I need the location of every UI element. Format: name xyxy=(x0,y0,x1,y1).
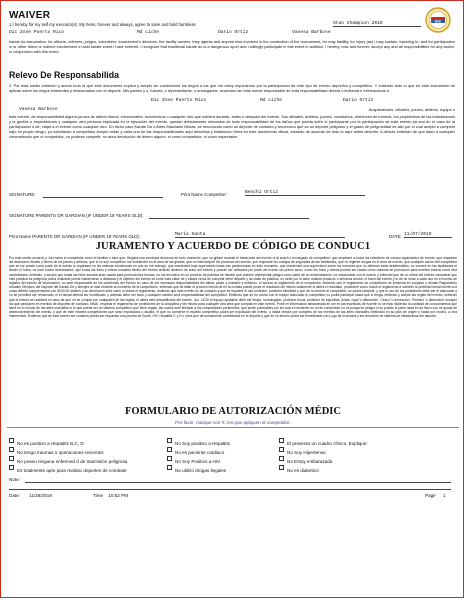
check-item[interactable]: No poseo ninguna enfermed d de trasmisión peligrosa xyxy=(9,450,127,468)
medical-subtitle: Por favor, marque con X, los que apliquen al competidor: xyxy=(175,420,291,425)
waiver-body: karate do association. Its officers, referees, judges, volunteers, tournament's directors, the facility owners, they agents and anyone else involved in the conduction of the tournament, for may liability, for injury (as) i may sustain, traveling to, and for participation in or other direct or indirect involvement in said karate event i have entered. I recognize that traditional karate do is a dangerous sport and I willingly participate in this event in addition, I hereby, now and forever, accept any and all responsibilities for any action, in conjunction with this event. xyxy=(9,39,455,55)
name-1: Dic Zone Puerto Rico xyxy=(9,30,65,35)
check-item[interactable]: No tengo traumas o operaciones recientes xyxy=(9,441,104,459)
check-item[interactable]: No utilizo drogas ilegales xyxy=(167,459,226,477)
relevo-para1-cont: Auspiciadores, oficiales, jueces, árbitros, equipo n xyxy=(368,107,455,112)
sponsor-field[interactable]: Stan Champion 2019 xyxy=(333,21,421,27)
check-item[interactable]: No Soy Hipertenso xyxy=(279,441,326,459)
parent-date-field[interactable]: 11/07/2019 xyxy=(404,232,452,238)
svg-text:DIC: DIC xyxy=(434,19,442,24)
note-line xyxy=(9,489,451,490)
print-name-field[interactable]: Benchi Ortiz xyxy=(245,190,365,196)
check-item[interactable]: No Soy positivo a Hepatitis xyxy=(167,432,230,450)
check-item[interactable]: El presento un cuadro clínico, Explique: xyxy=(279,432,368,450)
parent-signature-label: SIGNATURE PARENTS OR GARDIAN (IF UNDER 18 YEARS OLD): xyxy=(9,213,144,218)
checkbox[interactable] xyxy=(279,465,284,470)
relevo-name-2: Md Liche xyxy=(260,98,283,103)
relevo-name-1: Dic Zone Puerto Rico xyxy=(151,98,207,103)
name-2: Md Liche xyxy=(137,30,160,35)
waiver-title: WAIVER xyxy=(9,10,51,21)
check-item[interactable]: No es paciente cardiaco xyxy=(167,441,224,459)
check-item[interactable]: No Soy Positivo a HIV xyxy=(167,450,220,468)
footer-time: Time 10:52 PM xyxy=(93,493,128,498)
check-item[interactable]: No Estoy embarazada xyxy=(279,450,332,468)
parent-signature-line[interactable] xyxy=(149,218,309,219)
print-name-label: Print Name Competitor: xyxy=(181,192,227,197)
conduct-body: Por este medio acuerdo y Juro tanto el competidor como el familiar o tutor que: Seguirá una conducta decorosa en todo momento, que no gritaré durante el transcurso del evento ni al coach o encargado de competidor, que respetaré a todos los miembros de cuerpo organizador de evento, que respetaré las decisiones finales y firmes de los jueces y árbitros, que si no soy competidor me mantendré en el área de las gradas, que no interrumpiré los procesos del evento, que respetaré los códigos de seguridad de las facilidades, que no digeriré drogas en el área de evento, que cualquier acción del competidor que se me preste como parte de el evento lo regresaré en las mismas condiciones en que se me entregó, que mantendré bajo supervisión todas mis pertenencias en todo momento, que mantendré una supervisión sobre los menores que no deberán estar desatendidos, no comeré en las facilidades el dentro ni fuera, no haré ruidos innecesarios, que todas las fotos y videos tomados dentro del evento tendrán derecho de autor del evento y podrán ser utilizados por parte del evento sin previo aviso, como los fotos y videos podrán ser usado como material de promoción para eventos futuros como otra necesidades, entiendo, y acepto que todas las fotos tomada sean usada para promociones futuras, no me envuelvo en un proceso de práctica de facción que pueden representar peligro como parte de un entrenamiento, no relacionado con el evento y entiendo que de un oficial del evento considerar que este práctica es peligrosa podrá realizarle puede mantenerse a distancia y el objetivo del evento es entre toda clase de y estará cerca de competir entre deporte y de clase de práctica, no debe por lo tanto realizar producto o servicios dentro, ni fuera del evento y si de no mirar a cada uno en el evento de registro del evento de información, no seré responsable de los problemas del evento en caso de ser necesaria responsabilidad del atleta, padre y maestro y entiendo, el acceso al reglamento de el competidor, entiendo que el reglamento de competición se presenta en conjunto y demás Reglamento Usuales Olímpico del Deporte del Karate-Do y siempre al más reciente al momento de la competición, entiendo que de fallar el proceso formal de en la comida puede poner el resultado del mismo solamente si altera el resultado, procederé como indica el reglamento a someter la protesta formal mente a la costa deberé complementar con $100.00 dólares y su devolución será como lo indica el reglamento, entiendo que este evento es de contacto y que se requiere el uso protector, protector intimidad y que de no tenerlo el competidor, no podrá competir, y que el uso de los protectores debe ser el adecuado y no se permitirá ser remarcado, ni el dorsal deberá ser modificado, y además debe ser claro y cualquier cambio será responsabilidad del competidor. Entiendo que de no contar con el equipo adecuado el competidor no podrá participar hasta que lo tenga, entiendo y acepto las reglas del evento, entiendo que el evento se realizará en caso de que no se cumpla con cualquiera de las reglas, el atleta será descalificado del evento. Jun. 11/20 el equipo ajustable debe ser limpio, homologado, protector bucal, protector de espinillas, botas, copa 'o dierección', Cesco 'o dierección', Pechero 'o dierección' excepto los que participen en eventos de deportes de contacto, MMA , respetar el reglamento de protectores de su disciplina y del mismo para cualquier otra área que compita en este evento. Pone mi información almacenada en ser en las escrituras de Kumite no se está midiendo la cantidad de conocimientos que tiene en el mundo de las artes marciales ni lo que pueda ser un sistema competitivo que tiene reglas, las cuales seré limitado a los competidores pertinentes, que serán puntuables por los cual el mentener en mi de competidor no se ponga en peligro ni su puesto le pase nada en su físico con mi ayuda de desenvolvimiento del evento, y que de este manera competidores que sean expulsados o aludirá, el que no conserve el espíritu competitivo podrá ser expulsado del evento, y hasta vendrá por completo de los eventos de las artes marciales celebrado en su país de origen y hasta por mucho, a otra intermedios. Entiendo que de este evento ser contacto pueda ser requerido una prueba de Sosfe, HIV, Hepatitis C y D o otros que de sumamente contribuidos en el deporte y que de no tenerlo podrá ser beneficiado con Lugo de la victoria y ser removido de sistema de estadísticas del deporte. xyxy=(9,256,457,319)
check-item[interactable]: Es totalmente apto para realizar deportes de combate xyxy=(9,459,127,477)
conduct-title: JURAMENTO Y ACUERDO DE CÓDIGO DE CONDUC1 xyxy=(95,241,371,252)
name-3: Dario Ortiz xyxy=(218,30,249,35)
relevo-name-3: Dario Ortiz xyxy=(343,98,374,103)
footer-date: Date: 11/28/2019 xyxy=(9,493,52,498)
signature-label: SIGNATURE: xyxy=(9,192,36,197)
waiver-line1: 1.I hereby for my self my executor(s). My heirs, forever and always, agree to save and hold harmless xyxy=(9,22,196,27)
checkbox[interactable] xyxy=(9,465,14,470)
signature-line[interactable] xyxy=(43,197,163,198)
check-item[interactable]: No es diabético xyxy=(279,459,319,477)
note-field[interactable] xyxy=(25,482,451,483)
note-label: Note: xyxy=(9,477,20,482)
relevo-para2: este evento, de responsabilidad alguna ya sea de daños físicos, emocionales, económicos o cualquier otro que sufriera durante, antes o después del evento. Sus oficiales, árbitros, jueces, voluntarios, directores de torneos, los propietarios de las instalaciones y la gentes o espectadores y cualquier otra persona implicada en la ejecución del evento, quedan debidamente relevados de toda responsabilidad de los daños que pueda sufrir el participante por la participación de este evento ya sea en el caso de la participación o de, viajar a el evento como cualquier otro. En dicho caso Karate Do o Artes Marciales Mixtas, se reconocido como un deporte de contacto y reconozco que es un deporte peligroso y el grado de peligrosidad es alto por lo cual acepto a competir bajo mi propio riesgo, yo solicitando a competidor Acepto todas y cada una de las responsabilidades aquí descritas y establezco firma en este documento oficial, estando de acuerdo de todo lo aquí antes descrito. A demás entiendo de que dado a cualquier circunstancia que el competidor, no pudiese competir, no abra devolución de dinero alguno, ni como competidor, ni como espectador. xyxy=(9,114,455,140)
check-item[interactable]: No es positivo a Hepatitis B,C, D xyxy=(9,432,84,450)
checkbox[interactable] xyxy=(167,465,172,470)
relevo-title: Relevo De Responsabilida xyxy=(9,70,119,80)
name-4: Vanesa Barbose xyxy=(292,30,331,35)
parent-date-label: DATE: xyxy=(389,234,402,239)
parent-print-label: Print Name PARENTS OR GARDIAN (IF UNDER 18 YEARS OLD): xyxy=(9,234,141,239)
medical-title: FORMULARIO DE AUTORIZACIÓN MÉDIC xyxy=(125,406,341,417)
relevo-person: Vanesa Barbose xyxy=(19,107,58,112)
waiver-names-row xyxy=(9,30,449,36)
medical-checklist xyxy=(7,427,459,472)
parent-print-field[interactable]: María Santa xyxy=(175,232,345,238)
footer-page: Page 1 xyxy=(425,493,446,498)
relevo-para1: 2. Por esta medio entiendo y acedo todo lo que este documento explica y acepto sin condiciones los riegos a los que me estoy exponiendo por la participación de este tipo de evento deportivo y competitivo. Y entiendo todo lo que en este documento se aplicas sobre los riegos inherentes y relacionados con el deporte. Mis padres y o, tutores, o representante, o encargados, acuerdan ser total mente responsable de toda responsabilidad directa o indirecta e internacional a xyxy=(9,83,455,94)
